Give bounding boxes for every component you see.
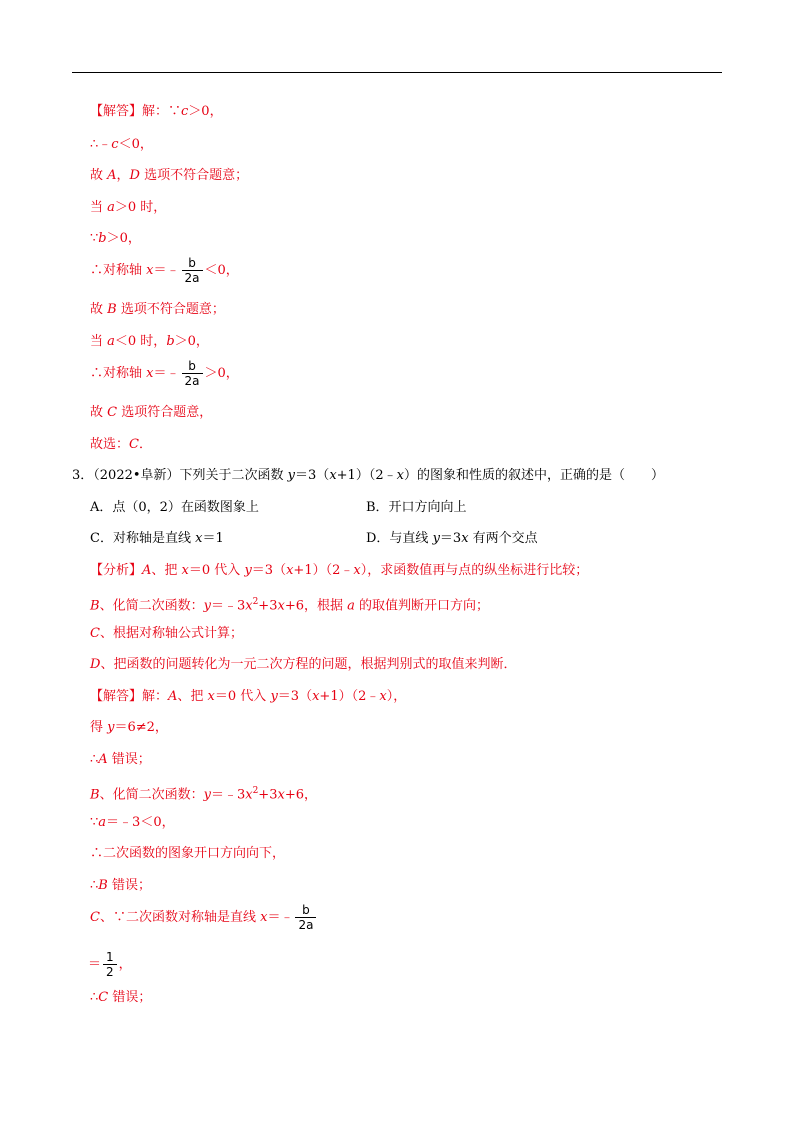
solution-line-2: ∴﹣c＜0， — [90, 137, 153, 152]
solution-line-9: ∴对称轴 x＝﹣ $\frac{b}{2a}$ ＞0， — [90, 359, 239, 388]
answer-line-10: ∴C 错误； — [90, 990, 152, 1005]
option-d: D．与直线 y＝3x 有两个交点 — [366, 531, 538, 546]
fraction-b-over-2a: $\frac{b}{2a}$ — [182, 359, 203, 388]
solution-line-8: 当 a＜0 时，b＞0， — [90, 334, 209, 349]
solution-line-1: 【解答】解：∵c＞0， — [90, 104, 223, 119]
option-a: A．点（0，2）在函数图象上 — [90, 500, 259, 515]
solution-line-11: 故选：C． — [90, 437, 152, 452]
answer-line-6: ∴二次函数的图象开口方向向下， — [90, 846, 286, 861]
fraction-one-half: $\frac{1}{2}$ — [103, 950, 117, 979]
analysis-line-3: C、根据对称轴公式计算； — [90, 626, 243, 641]
solution-line-6: ∴对称轴 x＝﹣ $\frac{b}{2a}$ ＜0， — [90, 256, 239, 285]
header-rule — [72, 72, 722, 73]
solution-line-3: 故 A，D 选项不符合题意； — [90, 168, 249, 183]
solution-line-10: 故 C 选项符合题意， — [90, 405, 213, 420]
option-b: B．开口方向向上 — [366, 500, 467, 515]
fraction-b-over-2a: $\frac{b}{2a}$ — [182, 256, 203, 285]
option-c: C．对称轴是直线 x＝1 — [90, 531, 224, 546]
analysis-line-4: D、把函数的问题转化为一元二次方程的问题，根据判别式的取值来判断． — [90, 657, 517, 672]
analysis-line-1: 【分析】A、把 x＝0 代入 y＝3（x+1）（2﹣x），求函数值再与点的纵坐标进行比较； — [90, 563, 589, 578]
question-stem: 3．（2022•阜新）下列关于二次函数 y＝3（x+1）（2﹣x）的图象和性质的叙述中，正确的是（ ） — [72, 468, 664, 483]
answer-line-1: 【解答】解：A、把 x＝0 代入 y＝3（x+1）（2﹣x）， — [90, 689, 407, 704]
answer-line-4: B、化简二次函数：$y=﹣3x^2+3x+6$， — [90, 786, 317, 803]
answer-line-8: C、∵二次函数对称轴是直线 x＝﹣ $\frac{b}{2a}$ — [90, 903, 318, 932]
answer-line-7: ∴B 错误； — [90, 878, 151, 893]
answer-line-5: ∵a＝﹣3＜0， — [90, 815, 175, 830]
solution-line-4: 当 a＞0 时， — [90, 200, 167, 215]
fraction-b-over-2a: $\frac{b}{2a}$ — [295, 903, 316, 932]
answer-line-3: ∴A 错误； — [90, 752, 151, 767]
answer-line-2: 得 y＝6≠2， — [90, 720, 168, 735]
answer-line-9: ＝ $\frac{1}{2}$ ， — [88, 950, 132, 979]
analysis-line-2: B、化简二次函数：$y=﹣3x^2+3x+6$，根据 a 的取值判断开口方向； — [90, 597, 490, 614]
solution-line-7: 故 B 选项不符合题意； — [90, 302, 225, 317]
solution-line-5: ∵b＞0， — [90, 231, 141, 246]
